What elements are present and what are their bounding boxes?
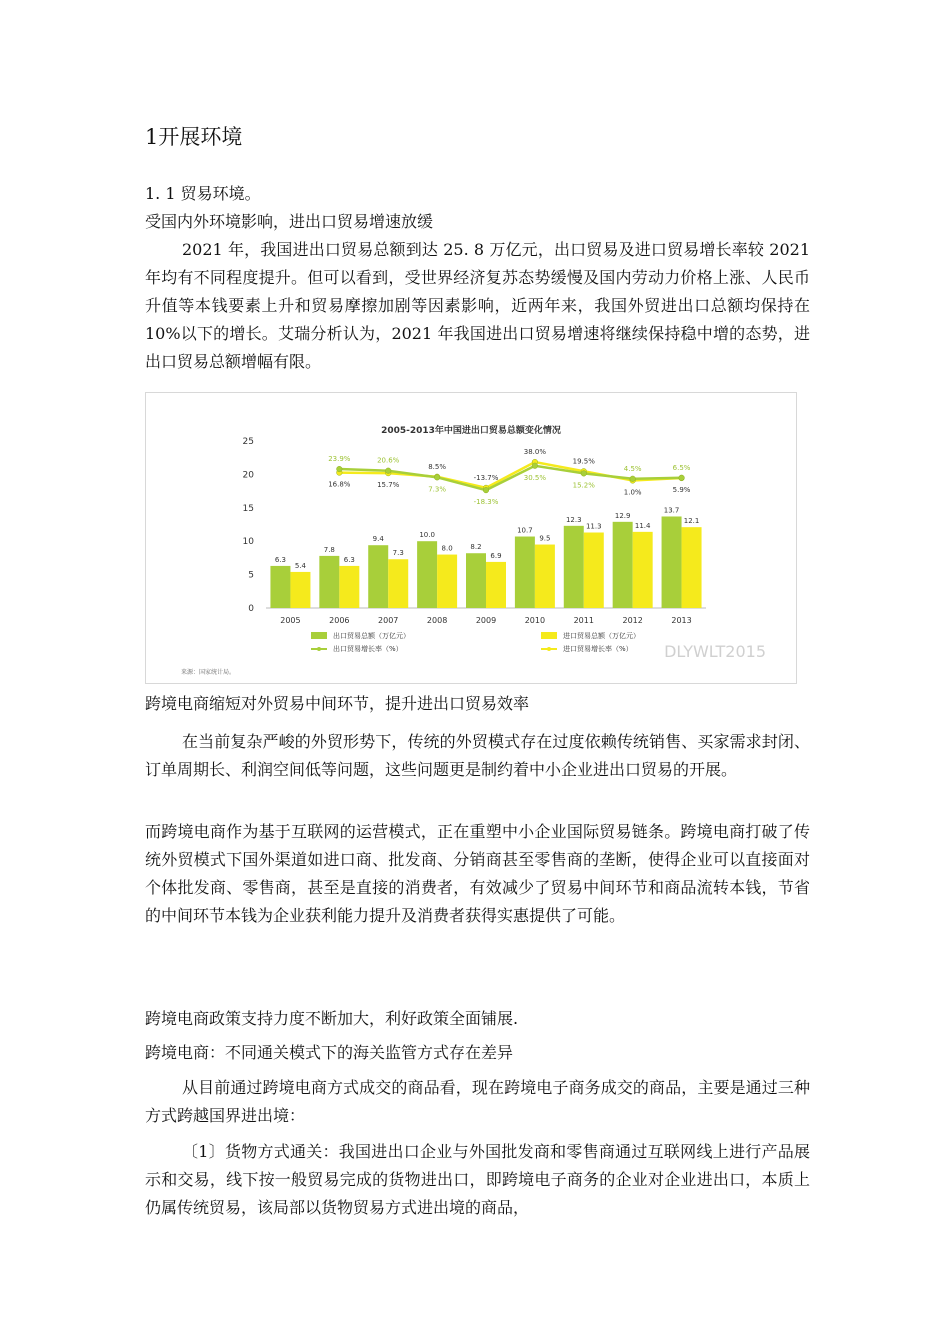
export-growth-label: 15.2%: [572, 481, 595, 490]
export-growth-label: 23.9%: [328, 455, 351, 464]
legend-swatch-dot: [547, 647, 551, 651]
export-growth-point: [630, 476, 636, 482]
chart-source: 来源：国家统计局。: [181, 669, 236, 676]
import-bar: [339, 566, 359, 608]
x-tick-label: 2010: [524, 616, 546, 625]
y-tick-label: 5: [248, 570, 254, 581]
export-bar-label: 10.7: [517, 526, 533, 535]
export-bar: [319, 556, 339, 608]
legend-swatch: [541, 632, 557, 639]
x-tick-label: 2007: [378, 616, 399, 625]
export-bar-label: 10.0: [419, 531, 435, 540]
export-growth-label: 30.5%: [523, 473, 547, 482]
page-heading: 1开展环境: [145, 125, 243, 149]
y-tick-label: 25: [242, 437, 254, 447]
import-bar: [682, 527, 702, 608]
export-growth-point: [483, 487, 489, 493]
import-bar: [437, 555, 457, 608]
import-bar: [290, 572, 310, 608]
export-bar-label: 12.9: [614, 511, 631, 520]
export-bar: [564, 526, 584, 608]
import-bar: [584, 533, 604, 608]
paragraph-traditional-trade: 在当前复杂严峻的外贸形势下，传统的外贸模式存在过度依赖传统销售、买家需求封闭、订单周期长、利润空间低等问题，这些问题更是制约着中小企业进出口贸易的开展。: [145, 732, 810, 779]
import-bar-label: 5.4: [294, 561, 307, 570]
import-growth-label: 16.8%: [328, 480, 351, 489]
y-tick-label: 20: [242, 470, 254, 481]
export-bar: [613, 522, 633, 608]
export-growth-label: 20.6%: [377, 456, 400, 465]
import-growth-label: 8.5%: [428, 462, 447, 471]
x-tick-label: 2013: [671, 616, 692, 625]
x-tick-label: 2009: [475, 616, 497, 625]
import-bar: [633, 532, 653, 608]
export-bar: [466, 553, 486, 608]
import-bar-label: 7.3: [392, 549, 404, 558]
export-bar: [270, 566, 290, 608]
import-growth-label: 38.0%: [523, 448, 547, 456]
subheading-trade-slowdown: 受国内外环境影响，进出口贸易增速放缓: [145, 212, 434, 231]
import-bar: [486, 562, 506, 608]
export-growth-point: [385, 468, 391, 474]
legend-label: 出口贸易总额（万亿元）: [333, 632, 410, 640]
import-bar: [388, 559, 408, 608]
export-growth-point: [532, 463, 538, 469]
subheading-customs-modes: 跨境电商：不同通关模式下的海关监管方式存在差异: [145, 1043, 514, 1062]
import-growth-label: 19.5%: [572, 457, 595, 466]
watermark: DLYWLT2015: [664, 642, 766, 661]
export-bar-label: 9.4: [372, 535, 384, 544]
section-title-trade-environment: 1. 1 贸易环境。: [145, 184, 261, 203]
export-bar: [515, 537, 535, 608]
y-tick-label: 10: [242, 537, 254, 548]
export-growth-point: [337, 466, 343, 472]
legend-swatch: [311, 632, 327, 639]
chart-title: 2005-2013年中国进出口贸易总额变化情况: [381, 426, 561, 436]
import-bar-label: 9.5: [539, 534, 551, 543]
export-growth-label: 7.3%: [428, 485, 447, 494]
import-bar-label: 6.3: [343, 555, 355, 564]
import-growth-label: 1.0%: [623, 488, 642, 497]
export-bar: [368, 545, 388, 608]
paragraph-goods-customs: 〔1〕货物方式通关：我国进出口企业与外国批发商和零售商通过互联网线上进行产品展示和交易，线下按一般贸易完成的货物进出口，即跨境电子商务的企业对企业进出口，本质上仍属传统贸易，该局部以货物贸易方式进出境的商品，: [145, 1142, 810, 1217]
export-growth-point: [679, 475, 685, 481]
paragraph-trade-total: 2021 年，我国进出口贸易总额到达 25. 8 万亿元，出口贸易及进口贸易增长率较 2021 年均有不同程度提升。但可以看到，受世界经济复苏态势缓慢及国内劳动力价格上涨、人民币升值等本钱要素上升和贸易摩擦加剧等因素影响，近两年来，我国外贸进出口总额均保持在 10%以下的增长。艾瑞分析认为，2021 年我国进出口贸易增速将继续保持稳中增的态势，进出口贸易总额增幅有限。: [145, 240, 810, 371]
x-tick-label: 2012: [622, 616, 643, 625]
import-growth-label: 15.7%: [377, 481, 400, 490]
import-bar-label: 11.4: [634, 521, 651, 530]
x-tick-label: 2005: [280, 616, 301, 625]
export-growth-label: 4.5%: [623, 464, 642, 473]
import-bar-label: 12.1: [683, 517, 700, 526]
export-bar: [662, 516, 682, 608]
y-tick-label: 15: [242, 503, 254, 514]
export-bar-label: 7.8: [323, 545, 335, 554]
export-bar: [417, 541, 437, 608]
export-growth-label: 6.5%: [672, 463, 691, 472]
paragraph-three-modes: 从目前通过跨境电商方式成交的商品看，现在跨境电子商务成交的商品，主要是通过三种方式跨越国界进出境：: [145, 1078, 810, 1125]
legend-label: 进口贸易总额（万亿元）: [563, 632, 640, 640]
legend-label: 进口贸易增长率（%）: [563, 645, 633, 653]
subheading-cross-border-efficiency: 跨境电商缩短对外贸易中间环节，提升进出口贸易效率: [145, 694, 530, 713]
x-tick-label: 2008: [426, 616, 448, 625]
x-tick-label: 2011: [573, 616, 594, 625]
export-growth-label: -18.3%: [473, 498, 499, 507]
import-bar-label: 11.3: [585, 522, 602, 531]
export-bar-label: 6.3: [274, 555, 287, 564]
legend-label: 出口贸易增长率（%）: [333, 645, 403, 653]
import-bar: [535, 545, 555, 608]
x-tick-label: 2006: [329, 616, 350, 625]
export-bar-label: 8.2: [470, 543, 482, 552]
import-bar-label: 8.0: [441, 544, 453, 553]
import-bar-label: 6.9: [490, 551, 502, 560]
trade-chart: [145, 392, 797, 684]
export-growth-point: [581, 471, 587, 477]
import-growth-label: -13.7%: [473, 473, 499, 482]
legend-swatch-dot: [317, 647, 321, 651]
trade-chart-svg: [146, 393, 796, 683]
subheading-policy-support: 跨境电商政策支持力度不断加大，利好政策全面铺展.: [145, 1009, 519, 1028]
export-bar-label: 13.7: [663, 506, 680, 515]
export-bar-label: 12.3: [565, 515, 582, 524]
export-growth-point: [434, 475, 440, 481]
y-tick-label: 0: [248, 604, 254, 614]
import-growth-label: 5.9%: [672, 486, 691, 495]
paragraph-cross-border-model: 而跨境电商作为基于互联网的运营模式，正在重塑中小企业国际贸易链条。跨境电商打破了传统外贸模式下国外渠道如进口商、批发商、分销商甚至零售商的垄断，使得企业可以直接面对个体批发商、零售商，甚至是直接的消费者，有效减少了贸易中间环节和商品流转本钱，节省的中间环节本钱为企业获利能力提升及消费者获得实惠提供了可能。: [145, 822, 810, 925]
